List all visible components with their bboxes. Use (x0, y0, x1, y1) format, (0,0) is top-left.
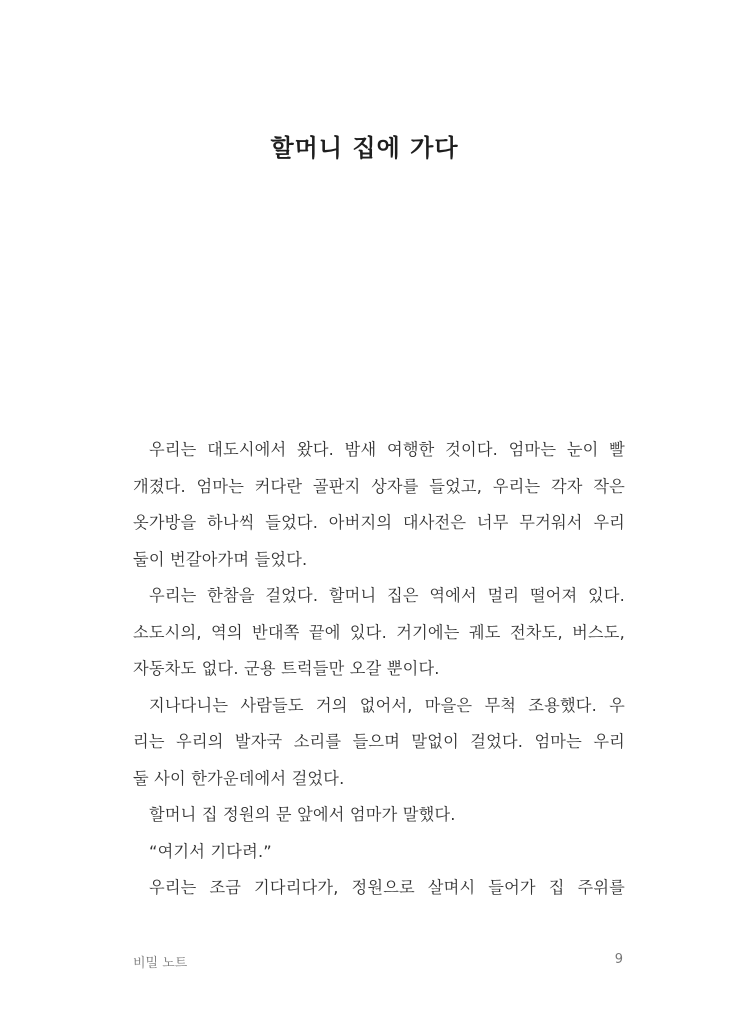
text-line: 소도시의, 역의 반대쪽 끝에 있다. 거기에는 궤도 전차도, 버스도, (133, 622, 625, 642)
text-line: 리는 우리의 발자국 소리를 들으며 말없이 걸었다. 엄마는 우리 (133, 732, 625, 751)
running-book-title: 비밀 노트 (133, 956, 188, 971)
chapter-title: 할머니 집에 가다 (270, 134, 459, 162)
text-line: 둘이 번갈아가며 들었다. (133, 549, 308, 569)
text-line: 우리는 대도시에서 왔다. 밤새 여행한 것이다. 엄마는 눈이 빨 (149, 440, 625, 459)
text-line: 옷가방을 하나씩 들었다. 아버지의 대사전은 너무 무거워서 우리 (133, 513, 625, 532)
text-line: 우리는 조금 기다리다가, 정원으로 살며시 들어가 집 주위를 (149, 878, 625, 897)
text-line: 우리는 한참을 걸었다. 할머니 집은 역에서 멀리 떨어져 있다. (149, 586, 625, 605)
text-line: 자동차도 없다. 군용 트럭들만 오갈 뿐이다. (133, 659, 440, 678)
text-line: 지나다니는 사람들도 거의 없어서, 마을은 무척 조용했다. 우 (149, 695, 625, 715)
page-number: 9 (614, 952, 623, 967)
text-line: 둘 사이 한가운데에서 걸었다. (133, 768, 345, 788)
text-line: 개졌다. 엄마는 커다란 골판지 상자를 들었고, 우리는 각자 작은 (133, 476, 625, 496)
text-line: “여기서 기다려.” (149, 841, 272, 861)
text-line: 할머니 집 정원의 문 앞에서 엄마가 말했다. (149, 805, 456, 824)
page-footer (133, 952, 623, 972)
body-text (133, 432, 625, 907)
